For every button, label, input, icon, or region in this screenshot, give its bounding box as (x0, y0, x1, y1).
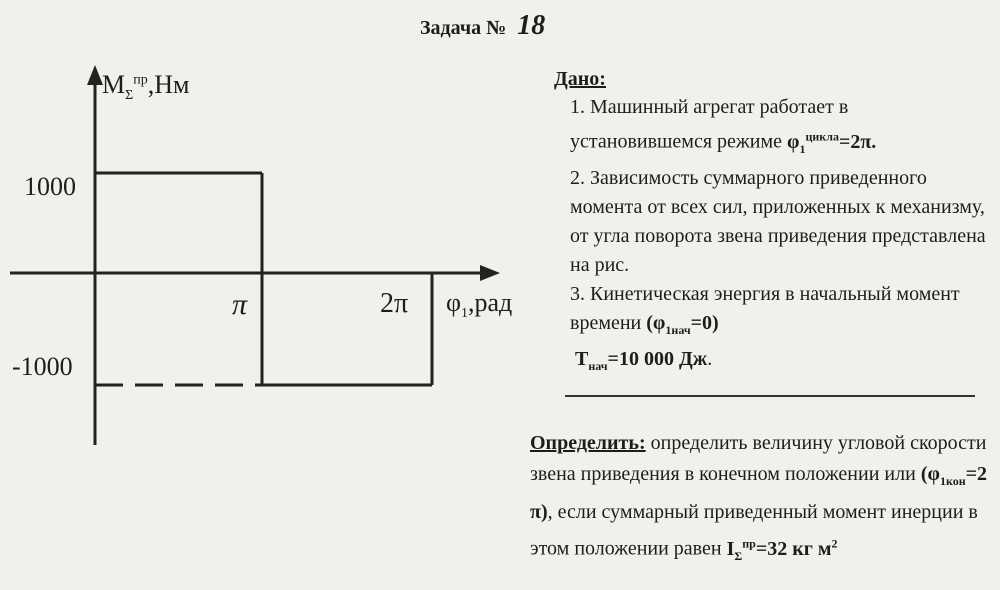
find-inertia-sub: Σ (734, 548, 743, 563)
find-inertia (726, 536, 838, 563)
given-item-3-T-value: =10 000 Дж (607, 347, 708, 370)
find-heading: Определить: (530, 432, 646, 454)
find-inertia-pow: 2 (831, 536, 838, 550)
find-inertia-value: =32 кг м (755, 537, 832, 560)
y-axis-unit: ,Нм (147, 70, 190, 99)
divider (565, 395, 975, 397)
given-item-1 (570, 93, 990, 164)
y-axis-arrow (87, 65, 103, 85)
given-item-3-text: 3. Кинетическая энергия в начальный момент времени (570, 282, 960, 334)
given-item-1-phi: φ (786, 130, 800, 153)
find-text-a: определить величину угловой скорости звена приведения в конечном положении или (530, 432, 987, 485)
y-axis-symbol: M (102, 70, 126, 99)
given-section (540, 68, 990, 381)
x-axis-symbol: φ (446, 288, 462, 317)
x-axis-unit: ,рад (468, 288, 513, 317)
given-item-3-T-sub: нач (588, 358, 608, 373)
given-item-1-value: =2π. (838, 130, 877, 153)
graph-svg (0, 60, 520, 460)
given-item-3-phi (646, 311, 719, 337)
task-title (420, 10, 545, 42)
moment-graph (0, 60, 520, 460)
given-item-1-text: 1. Машинный агрегат работает в установившемся режиме (570, 96, 849, 153)
given-item-3-end: . (707, 347, 713, 370)
tick-neg1000: -1000 (12, 352, 73, 381)
y-axis-sub: Σ (125, 88, 134, 104)
y-axis-sup: пр (133, 72, 148, 88)
find-inertia-sup: пр (742, 536, 756, 550)
x-axis-label (446, 288, 512, 322)
given-item-1-formula (786, 129, 877, 156)
given-item-1-sub: 1 (799, 141, 806, 156)
x-axis-sub: 1 (461, 306, 469, 322)
given-heading: Дано: (554, 68, 606, 90)
given-item-3-phi-close: =0) (690, 311, 719, 334)
find-phi-open: (φ (920, 463, 940, 485)
tick-pi: π (232, 288, 248, 321)
find-inertia-I: I (726, 537, 735, 560)
x-axis-arrow (480, 265, 500, 281)
find-phi-sub: 1кон (939, 474, 966, 488)
given-item-3-phi-sub: 1нач (665, 322, 691, 337)
find-text-d: , если суммарный приведенный момент инерции в этом положении равен (530, 501, 978, 560)
given-item-1-sup: цикла (805, 129, 839, 143)
given-item-2: 2. Зависимость суммарного приведенного момента от всех сил, приложенных к механизму, от угла поворота звена приведения представлена на рис. (570, 166, 986, 276)
y-axis-label (102, 70, 190, 104)
given-item-3-T: T (575, 347, 589, 370)
tick-2pi: 2π (380, 288, 409, 319)
task-number: 18 (517, 10, 546, 41)
tick-1000: 1000 (24, 172, 76, 201)
given-item-3-energy (575, 347, 708, 373)
given-item-3 (570, 280, 990, 381)
find-section (530, 428, 990, 572)
find-phi-close: =2 π) (530, 463, 988, 523)
given-item-3-phi-open: (φ (646, 311, 666, 334)
task-title-prefix: Задача № (420, 17, 507, 39)
